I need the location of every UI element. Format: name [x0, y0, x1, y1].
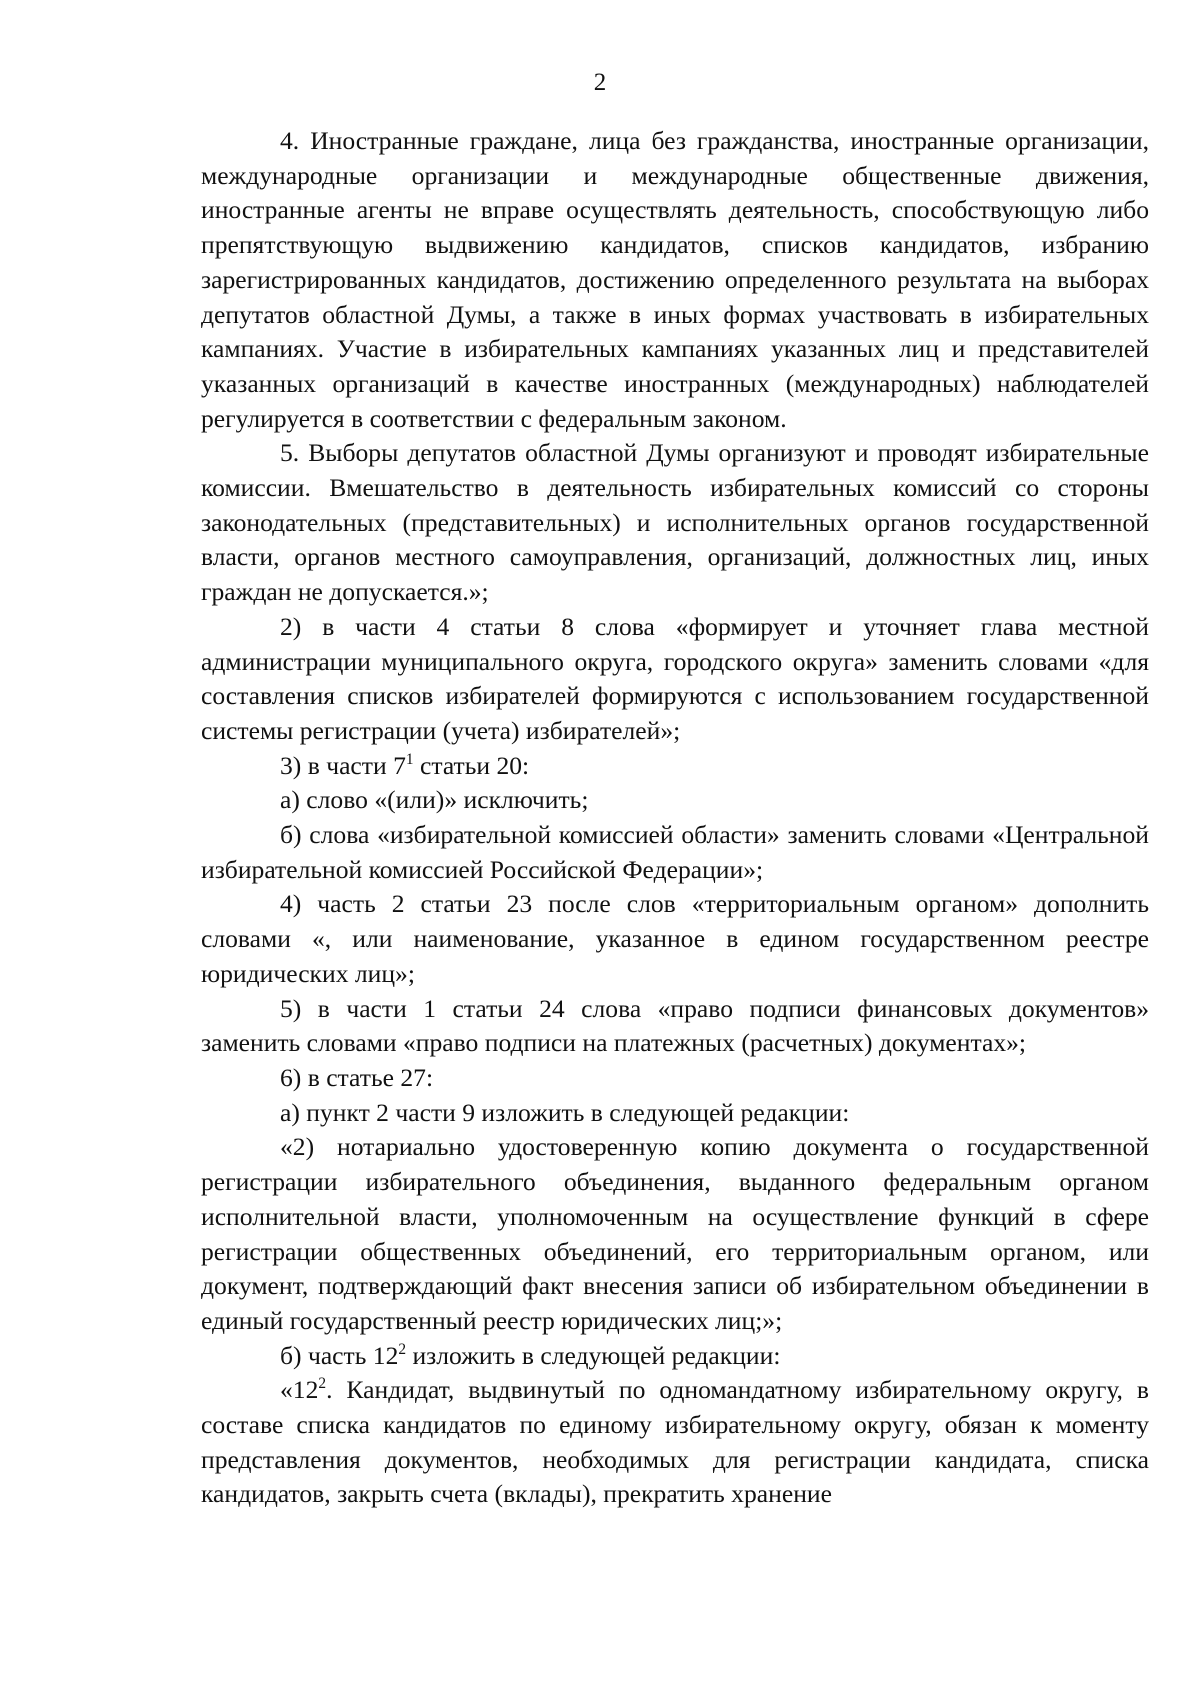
superscript: 2 [318, 1375, 327, 1393]
text-fragment: статьи 20: [413, 750, 530, 780]
paragraph-amendment-5: 5) в части 1 статьи 24 слова «право подписи финансовых документов» заменить словами «право подписи на платежных (расчетных) документах»; [201, 993, 1149, 1058]
paragraph-quoted-item-12-2 [201, 1373, 1149, 1512]
page-number: 2 [593, 69, 607, 96]
paragraph-item-5: 5. Выборы депутатов областной Думы организуют и проводят избирательные комиссии. Вмешательство в деятельность избирательных комиссий со стороны законодательных (представительных) и исполнительных органов государственной власти, органов местного самоуправления, организаций, должностных лиц, иных граждан не допускается.»; [201, 438, 1149, 607]
text-fragment: «12 [280, 1375, 319, 1405]
text-fragment: изложить в следующей редакции: [406, 1340, 781, 1370]
text-fragment: 3) в части 7 [280, 750, 406, 780]
text-fragment: . Кандидат, выдвинутый по одномандатному избирательному округу, в составе списка кандидатов по единому избирательному округу, обязан к моменту представления документов, необходимых для регистрации кандидата, списка кандидатов, закрыть счета (вклады), прекратить хранение [201, 1375, 1149, 1509]
paragraph-item-4: 4. Иностранные граждане, лица без гражданства, иностранные организации, международные организации и международные общественные движения, иностранные агенты не вправе осуществлять деятельность, способствующую либо препятствующую выдвижению кандидатов, списков кандидатов, избранию зарегистрированных кандидатов, достижению определенного результата на выборах депутатов областной Думы, а также в иных формах участвовать в избирательных кампаниях. Участие в избирательных кампаниях указанных лиц и представителей указанных организаций в качестве иностранных (международных) наблюдателей регулируется в соответствии с федеральным законом. [201, 126, 1149, 433]
paragraph-amendment-4: 4) часть 2 статьи 23 после слов «территориальным органом» дополнить словами «, или наименование, указанное в едином государственном реестре юридических лиц»; [201, 889, 1149, 988]
paragraph-amendment-3a: а) слово «(или)» исключить; [280, 785, 589, 815]
superscript: 1 [405, 750, 414, 768]
paragraph-amendment-6a: а) пункт 2 части 9 изложить в следующей редакции: [280, 1097, 850, 1127]
paragraph-amendment-2: 2) в части 4 статьи 8 слова «формирует и уточняет глава местной администрации муниципального округа, городского округа» заменить словами «для составления списков избирателей формируются с использованием государственной системы регистрации (учета) избирателей»; [201, 611, 1149, 745]
paragraph-amendment-6b [201, 1339, 1149, 1374]
paragraph-amendment-3b: б) слова «избирательной комиссией области» заменить словами «Центральной избирательной комиссией Российской Федерации»; [201, 820, 1149, 884]
paragraph-quoted-item-2: «2) нотариально удостоверенную копию документа о государственной регистрации избирательного объединения, выданного федеральным органом исполнительной власти, уполномоченным на осуществление функций в сфере регистрации общественных объединений, его территориальным органом, или документ, подтверждающий факт внесения записи об избирательном объединении в единый государственный реестр юридических лиц;»; [201, 1132, 1149, 1335]
document-body [201, 124, 1149, 1512]
text-fragment: б) часть 12 [280, 1340, 399, 1370]
superscript: 2 [398, 1340, 407, 1358]
paragraph-amendment-3 [201, 749, 1149, 784]
paragraph-amendment-6: 6) в статье 27: [280, 1062, 434, 1092]
